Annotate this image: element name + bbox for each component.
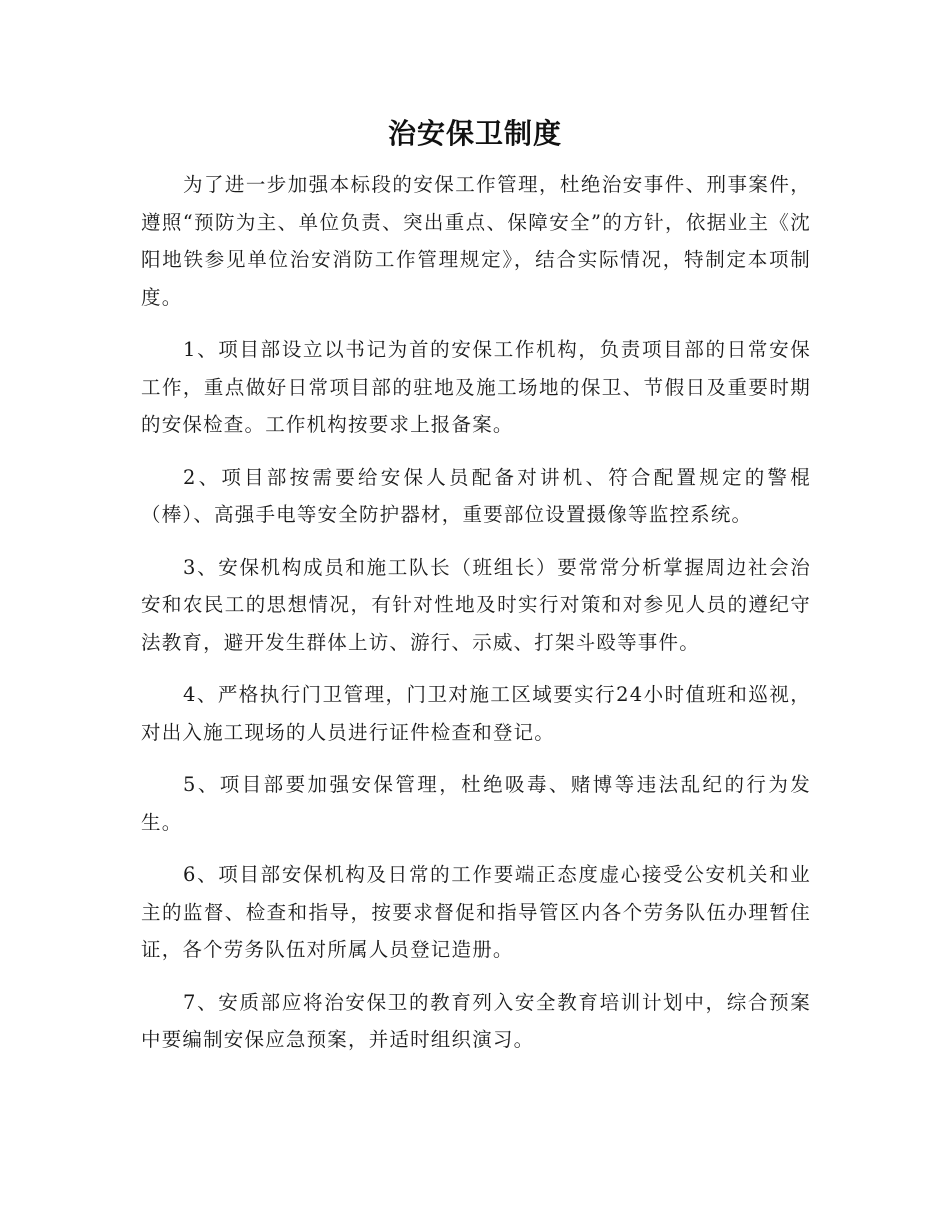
paragraph-7: 7、安质部应将治安保卫的教育列入安全教育培训计划中，综合预案中要编制安保应急预案，并适时组织演习。	[141, 990, 811, 1051]
paragraph-3: 3、安保机构成员和施工队长（班组长）要常常分析掌握周边社会治安和农民工的思想情况，有针对性地及时实行对策和对参见人员的遵纪守法教育，避开发生群体上访、游行、示威、打架斗殴等事件。	[141, 555, 811, 654]
document-body	[141, 166, 811, 1074]
paragraph-5: 5、项目部要加强安保管理，杜绝吸毒、赌博等违法乱纪的行为发生。	[141, 773, 811, 834]
paragraph-2: 2、项目部按需要给安保人员配备对讲机、符合配置规定的警棍（棒）、高强手电等安全防护器材，重要部位设置摄像等监控系统。	[141, 465, 811, 526]
document-title: 治安保卫制度	[387, 117, 562, 150]
paragraph-4: 4、严格执行门卫管理，门卫对施工区域要实行24小时值班和巡视，对出入施工现场的人员进行证件检查和登记。	[141, 683, 811, 744]
paragraph-1: 1、项目部设立以书记为首的安保工作机构，负责项目部的日常安保工作，重点做好日常项目部的驻地及施工场地的保卫、节假日及重要时期的安保检查。工作机构按要求上报备案。	[141, 338, 811, 436]
paragraph-6: 6、项目部安保机构及日常的工作要端正态度虚心接受公安机关和业主的监督、检查和指导，按要求督促和指导管区内各个劳务队伍办理暂住证，各个劳务队伍对所属人员登记造册。	[141, 863, 811, 961]
paragraph-intro: 为了进一步加强本标段的安保工作管理，杜绝治安事件、刑事案件，遵照“预防为主、单位负责、突出重点、保障安全”的方针，依据业主《沈阳地铁参见单位治安消防工作管理规定》，结合实际情况，特制定本项制度。	[141, 173, 811, 309]
